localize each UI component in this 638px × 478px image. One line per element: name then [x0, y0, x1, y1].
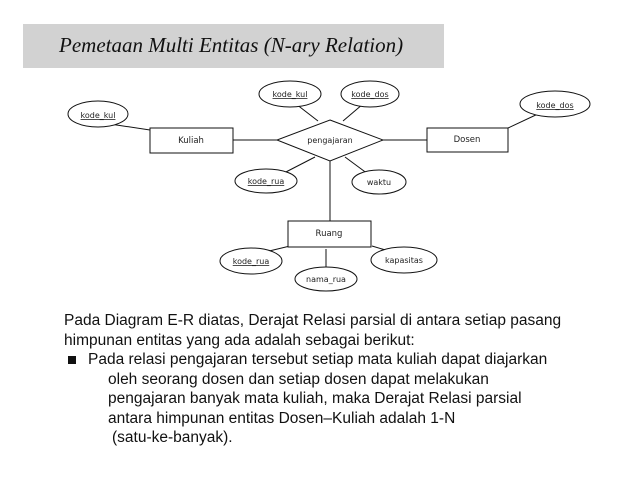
- attr-kapasitas: [371, 247, 437, 273]
- attr-kode-rua-mid: [235, 169, 297, 193]
- bullet-item: [64, 350, 624, 448]
- svg-text:Kuliah: Kuliah: [178, 136, 204, 146]
- svg-text:kode_dos: kode_dos: [351, 90, 389, 99]
- svg-text:kode_kul: kode_kul: [80, 111, 116, 120]
- slide-title: Pemetaan Multi Entitas (N-ary Relation): [59, 33, 404, 57]
- line-koderua-pengajaran: [282, 157, 315, 174]
- svg-text:waktu: waktu: [366, 178, 392, 187]
- svg-text:Dosen: Dosen: [453, 135, 481, 145]
- bullet-line-2: oleh seorang dosen dan setiap dosen dapat melakukan: [108, 370, 489, 388]
- svg-text:nama_rua: nama_rua: [306, 275, 346, 284]
- svg-text:kode_kul: kode_kul: [272, 90, 308, 99]
- svg-text:kode_dos: kode_dos: [536, 101, 574, 110]
- attr-kode-dos-right: [520, 91, 590, 117]
- entity-kuliah: [150, 128, 233, 153]
- bullet-line-1: Pada relasi pengajaran tersebut setiap mata kuliah dapat diajarkan: [88, 351, 548, 368]
- svg-text:pengajaran: pengajaran: [307, 136, 353, 145]
- bullet-line-4: antara himpunan entitas Dosen–Kuliah adalah 1-N: [108, 409, 456, 427]
- attr-kode-rua-bottom: [220, 248, 282, 274]
- attr-kode-dos-top: [341, 81, 399, 107]
- entity-ruang: [288, 221, 371, 247]
- paragraph-line-2: himpunan entitas yang ada adalah sebagai berikut:: [64, 331, 415, 349]
- attr-kode-kul-left: [68, 101, 128, 127]
- square-bullet-icon: [68, 356, 76, 364]
- entity-dosen: [427, 128, 508, 152]
- body-text: [64, 311, 624, 448]
- bullet-line-3: pengajaran banyak mata kuliah, maka Derajat Relasi parsial: [108, 390, 522, 407]
- paragraph-line-1: Pada Diagram E-R diatas, Derajat Relasi parsial di antara setiap pasang: [64, 312, 562, 329]
- relationship-pengajaran: [277, 120, 383, 161]
- svg-text:kapasitas: kapasitas: [385, 256, 423, 265]
- attr-nama-rua: [295, 267, 357, 291]
- attr-waktu: [352, 170, 406, 194]
- svg-text:kode_rua: kode_rua: [247, 177, 285, 186]
- attr-kode-kul-top: [259, 81, 321, 107]
- svg-text:Ruang: Ruang: [315, 229, 343, 239]
- svg-text:kode_rua: kode_rua: [232, 257, 270, 266]
- bullet-line-5: (satu-ke-banyak).: [112, 429, 233, 446]
